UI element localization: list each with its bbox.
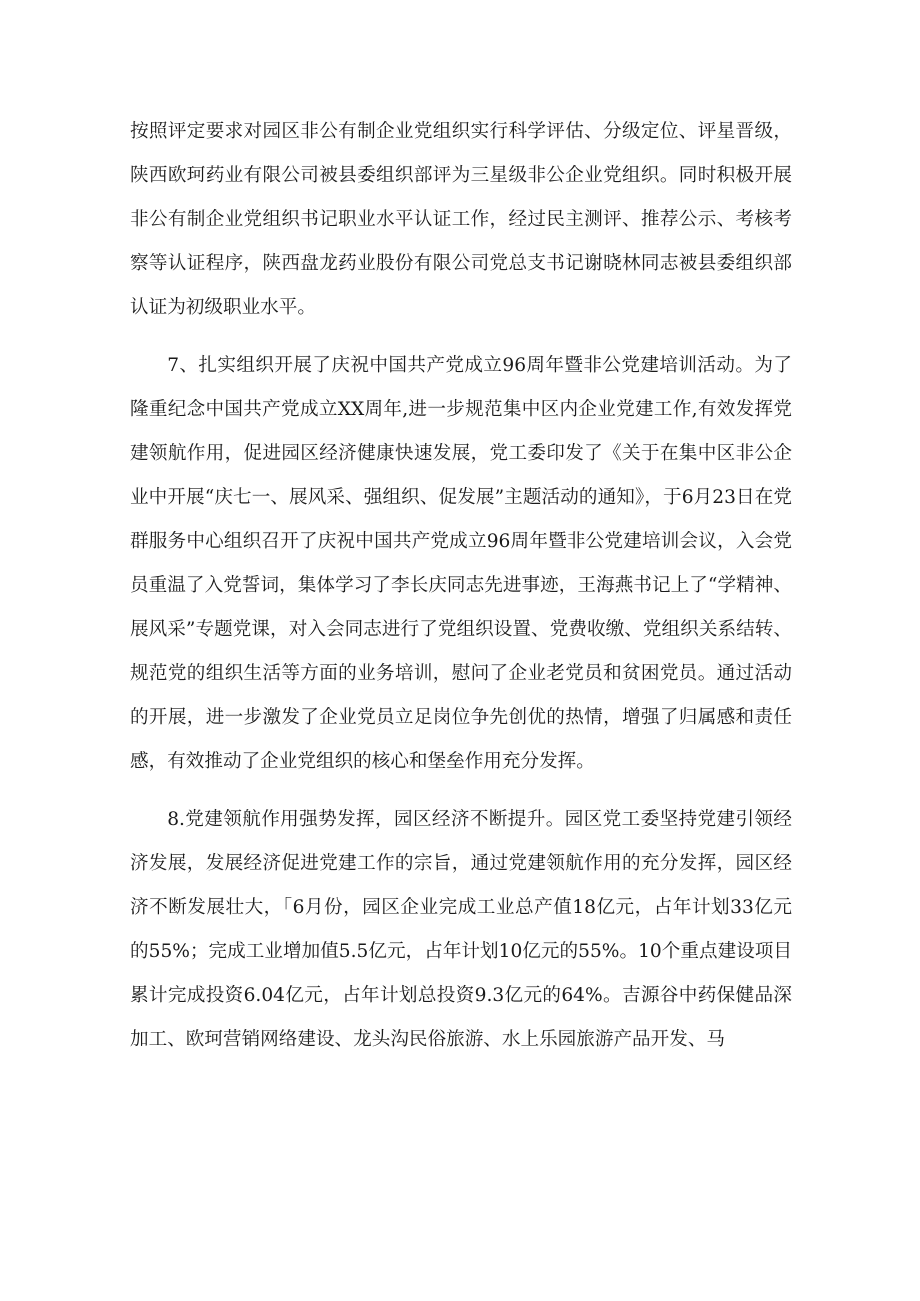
paragraph-evaluation-certification: 按照评定要求对园区非公有制企业党组织实行科学评估、分级定位、评星晋级，陕西欧珂药业有限公司被县委组织部评为三星级非公企业党组织。同时积极开展非公有制企业党组织书记职业水平认证工作，经过民主测评、推荐公示、考核考察等认证程序，陕西盘龙药业股份有限公司党总支书记谢晓林同志被县委组织部认证为初级职业水平。: [130, 121, 792, 318]
paragraph-item-7-anniversary-training: 7、扎实组织开展了庆祝中国共产党成立96周年暨非公党建培训活动。为了隆重纪念中国共产党成立XX周年,进一步规范集中区内企业党建工作,有效发挥党建领航作用，促进园区经济健康快速发展，党工委印发了《关于在集中区非公企业中开展“庆七一、展风采、强组织、促发展”主题活动的通知》，于6月23日在党群服务中心组织召开了庆祝中国共产党成立96周年暨非公党建培训会议，入会党员重温了入党誓词，集体学习了李长庆同志先进事迹，王海燕书记上了“学精神、展风采”专题党课，对入会同志进行了党组织设置、党费收缴、党组织关系结转、规范党的组织生活等方面的业务培训，慰问了企业老党员和贫困党员。通过活动的开展，进一步激发了企业党员立足岗位争先创优的热情，增强了归属感和责任感，有效推动了企业党组织的核心和堡垒作用充分发挥。: [130, 355, 792, 772]
paragraph-item-8-economic-growth: 8.党建领航作用强势发挥，园区经济不断提升。园区党工委坚持党建引领经济发展，发展经济促进党建工作的宗旨，通过党建领航作用的充分发挥，园区经济不断发展壮大，「6月份，园区企业完成工业总产值18亿元，占年计划33亿元的55%；完成工业增加值5.5亿元，占年计划10亿元的55%。10个重点建设项目累计完成投资6.04亿元，占年计划总投资9.3亿元的64%。吉源谷中药保健品深加工、欧珂营销网络建设、龙头沟民俗旅游、水上乐园旅游产品开发、马: [130, 809, 792, 1050]
document-body: [130, 110, 792, 1076]
